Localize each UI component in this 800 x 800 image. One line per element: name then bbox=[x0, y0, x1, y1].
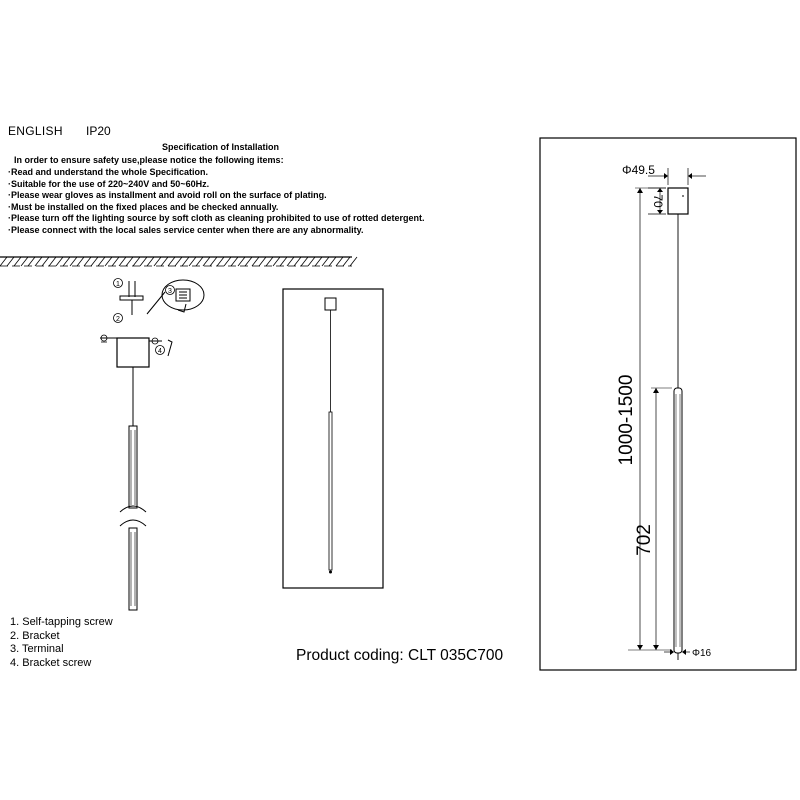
hatch-line bbox=[175, 257, 182, 266]
bullet: · bbox=[8, 178, 11, 189]
rule-text: Please connect with the local sales service center when there are any abnormality. bbox=[11, 224, 364, 235]
callout-1-label: 1 bbox=[116, 281, 120, 288]
hatch-line bbox=[252, 257, 259, 266]
product-code: Product coding: CLT 035C700 bbox=[296, 647, 504, 664]
hatch-line bbox=[322, 257, 329, 266]
hatch-line bbox=[350, 257, 357, 266]
hatch-line bbox=[98, 257, 105, 266]
hatch-line bbox=[196, 257, 203, 266]
language-label: ENGLISH bbox=[8, 124, 63, 138]
canopy bbox=[668, 188, 688, 214]
hatch-line bbox=[161, 257, 168, 266]
hatch-line bbox=[21, 257, 28, 266]
bullet: · bbox=[8, 213, 11, 224]
hatch-line bbox=[203, 257, 210, 266]
hatch-line bbox=[84, 257, 91, 266]
canopy bbox=[117, 338, 149, 367]
intro-text: In order to ensure safety use,please notice the following items: bbox=[14, 155, 284, 165]
hatch-line bbox=[14, 257, 21, 266]
hatch-line bbox=[91, 257, 98, 266]
hatch-line bbox=[189, 257, 196, 266]
hatch-line bbox=[238, 257, 245, 266]
hatch-line bbox=[336, 257, 343, 266]
tube-length-label: 702 bbox=[634, 524, 655, 556]
list-item: 1. Self-tapping screw bbox=[10, 616, 113, 628]
hatch-line bbox=[168, 257, 175, 266]
hatch-line bbox=[231, 257, 238, 266]
hatch-line bbox=[49, 257, 56, 266]
hatch-line bbox=[266, 257, 273, 266]
installation-drawing bbox=[100, 279, 204, 611]
hatch-line bbox=[126, 257, 133, 266]
hatch-line bbox=[7, 257, 14, 266]
hatch-line bbox=[42, 257, 49, 266]
hatch-line bbox=[35, 257, 42, 266]
hatch-line bbox=[112, 257, 119, 266]
callout-4-label: 4 bbox=[158, 348, 162, 355]
hatch-line bbox=[210, 257, 217, 266]
list-item: 2. Bracket bbox=[10, 629, 60, 642]
bullet: · bbox=[8, 224, 11, 235]
hatch-line bbox=[308, 257, 315, 266]
hatch-line bbox=[70, 257, 77, 266]
rule-text: Read and understand the whole Specification. bbox=[11, 167, 209, 177]
hatch-line bbox=[224, 257, 231, 266]
list-item: 3. Terminal bbox=[10, 643, 64, 656]
hatch-line bbox=[315, 257, 322, 266]
hatch-line bbox=[245, 257, 252, 266]
hatch-line bbox=[63, 257, 70, 266]
hatch-line bbox=[140, 257, 147, 266]
product-overview bbox=[283, 289, 383, 588]
hatch-line bbox=[154, 257, 161, 266]
hatch-line bbox=[273, 257, 280, 266]
parts-legend bbox=[10, 616, 113, 670]
hatch-line bbox=[280, 257, 287, 266]
callout-2-label: 2 bbox=[116, 316, 120, 323]
hatch-line bbox=[329, 257, 336, 266]
canopy-height-label: 70 bbox=[651, 194, 665, 208]
bullet: · bbox=[8, 190, 11, 201]
hatch-line bbox=[119, 257, 126, 266]
hatch-line bbox=[182, 257, 189, 266]
bullet: · bbox=[8, 167, 11, 177]
hatch-line bbox=[287, 257, 294, 266]
tube-upper bbox=[129, 426, 137, 508]
rule-text: Suitable for the use of 220~240V and 50~60Hz. bbox=[11, 178, 210, 189]
callout-3-label: 3 bbox=[168, 288, 172, 295]
hatch-line bbox=[133, 257, 140, 266]
hatch-line bbox=[301, 257, 308, 266]
hatch-line bbox=[147, 257, 154, 266]
list-item: 4. Bracket screw bbox=[10, 656, 92, 669]
canopy-diameter-label: Φ49.5 bbox=[622, 163, 655, 177]
bullet: · bbox=[8, 201, 11, 212]
rule-text: Please wear gloves as installment and avoid roll on the surface of plating. bbox=[11, 190, 327, 201]
ip-rating: IP20 bbox=[86, 124, 111, 138]
spec-title: Specification of Installation bbox=[162, 142, 280, 152]
hatch-line bbox=[56, 257, 63, 266]
hatch-line bbox=[28, 257, 35, 266]
total-length-label: 1000-1500 bbox=[616, 374, 637, 466]
hatch-line bbox=[294, 257, 301, 266]
rule-text: Must be installed on the fixed places and be checked annually. bbox=[11, 201, 279, 212]
hatch-line bbox=[105, 257, 112, 266]
tube-lower bbox=[129, 528, 137, 610]
rule-text: Please turn off the lighting source by soft cloth as cleaning prohibited to use of rotted detergent. bbox=[11, 213, 425, 224]
tube bbox=[674, 388, 682, 653]
hatch-line bbox=[343, 257, 350, 266]
ceiling-hatch bbox=[0, 257, 357, 266]
dimension-drawing bbox=[540, 138, 796, 670]
hatch-line bbox=[0, 257, 7, 266]
hatch-line bbox=[259, 257, 266, 266]
hatch-line bbox=[77, 257, 84, 266]
hatch-line bbox=[217, 257, 224, 266]
tube-diameter-label: Φ16 bbox=[692, 648, 712, 659]
